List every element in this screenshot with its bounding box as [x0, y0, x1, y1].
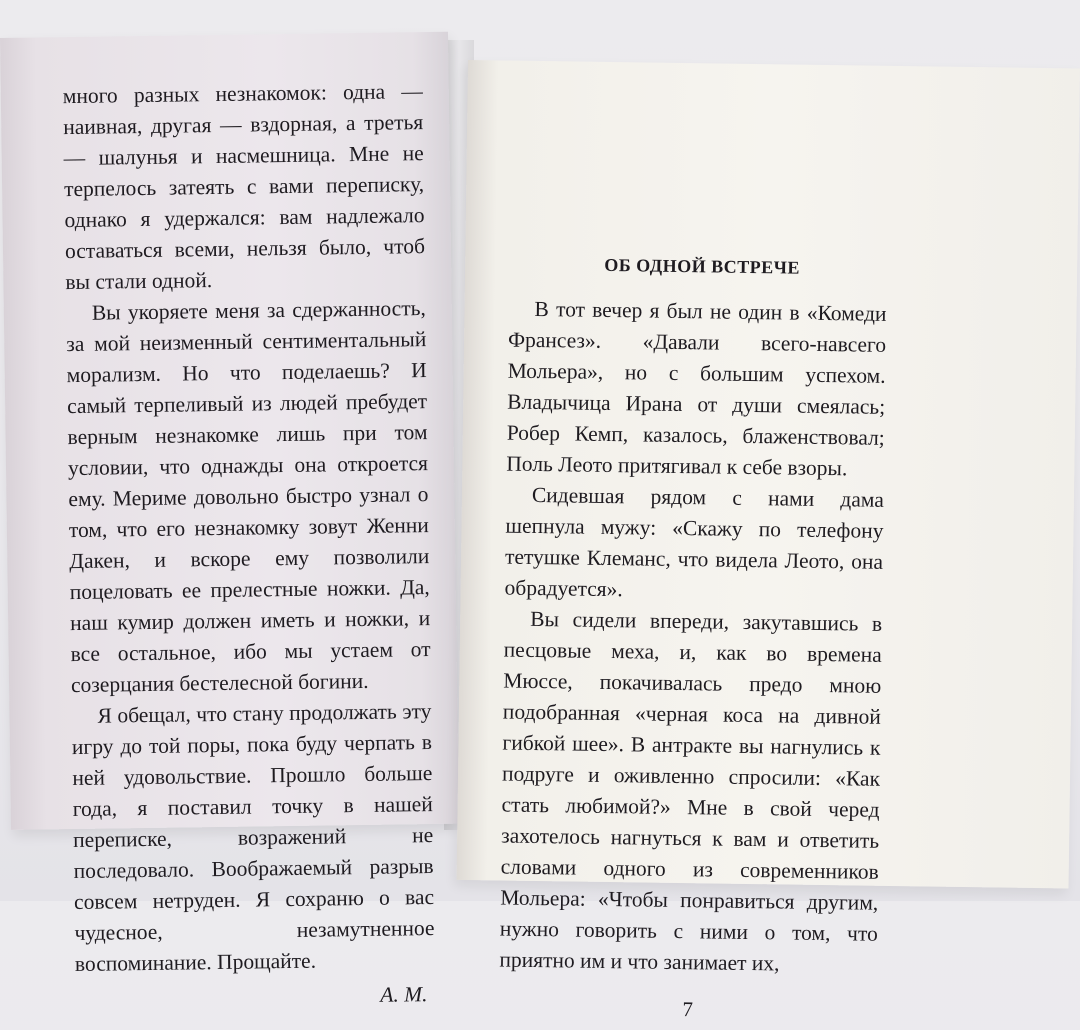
left-page	[0, 32, 459, 1007]
chapter-heading: ОБ ОДНОЙ ВСТРЕЧЕ	[604, 254, 801, 278]
left-paragraph-3: Я обещал, что стану продолжать эту игру до той поры, пока буду черпать в ней удовольствие. Прошло больше года, я поставил точку в нашей переписке, возражений не последовало. Воображаемый разрыв совсем нетруден. Я сохраню о вас чудесное, незамутненное воспоминание. Прощайте.	[71, 699, 435, 977]
left-paragraph-1: много разных незнакомок: одна — наивная, другая — вздорная, а третья — шалунья и насмешница. Мне не терпелось затеять с вами переписку, однако я удержался: вам надлежало оставаться всеми, нельзя было, чтоб вы стали одной.	[62, 79, 426, 295]
right-paragraph-1: В тот вечер я был не один в «Комеди Франсез». «Давали всего-навсего Мольера», но с большим успехом. Владычица Ирана от души смеялась; Робер Кемп, казалось, блаженствовал; Поль Леото притягивал к себе взоры.	[506, 296, 887, 481]
right-paragraph-3: Вы сидели впереди, закутавшись в песцовые меха, и, как во времена Мюссе, покачивалась предо мною подобранная «черная коса на дивной гибкой шее». В антракте вы нагнулись к подруге и оживленно спросили: «Как стать любимой?» Мне в свой черед захотелось нагнуться к вам и ответить словами одного из современников Мольера: «Чтобы понравиться другим, нужно говорить с ними о том, что приятно им и что занимает их,	[499, 606, 883, 976]
left-paragraph-2: Вы укоряете меня за сдержанность, за мой неизменный сентиментальный морализм. Но что поделаешь? И самый терпеливый из людей пребудет верным незнакомке лишь при том условии, что однажды она откроется ему. Мериме довольно быстро узнал о том, что его незнакомку зовут Женни Дакен, и вскоре ему позволили поцеловать ее прелестные ножки. Да, наш кумир должен иметь и ножки, и все остальное, ибо мы устаем от созерцания бестелесной богини.	[66, 296, 431, 698]
signature: А. М.	[380, 982, 428, 1007]
page-number: 7	[682, 997, 694, 1022]
right-paragraph-2: Сидевшая рядом с нами дама шепнула мужу: «Скажу по телефону тетушке Клеманс, что видела Леото, она обрадуется».	[504, 482, 885, 602]
right-page	[457, 60, 1080, 1022]
